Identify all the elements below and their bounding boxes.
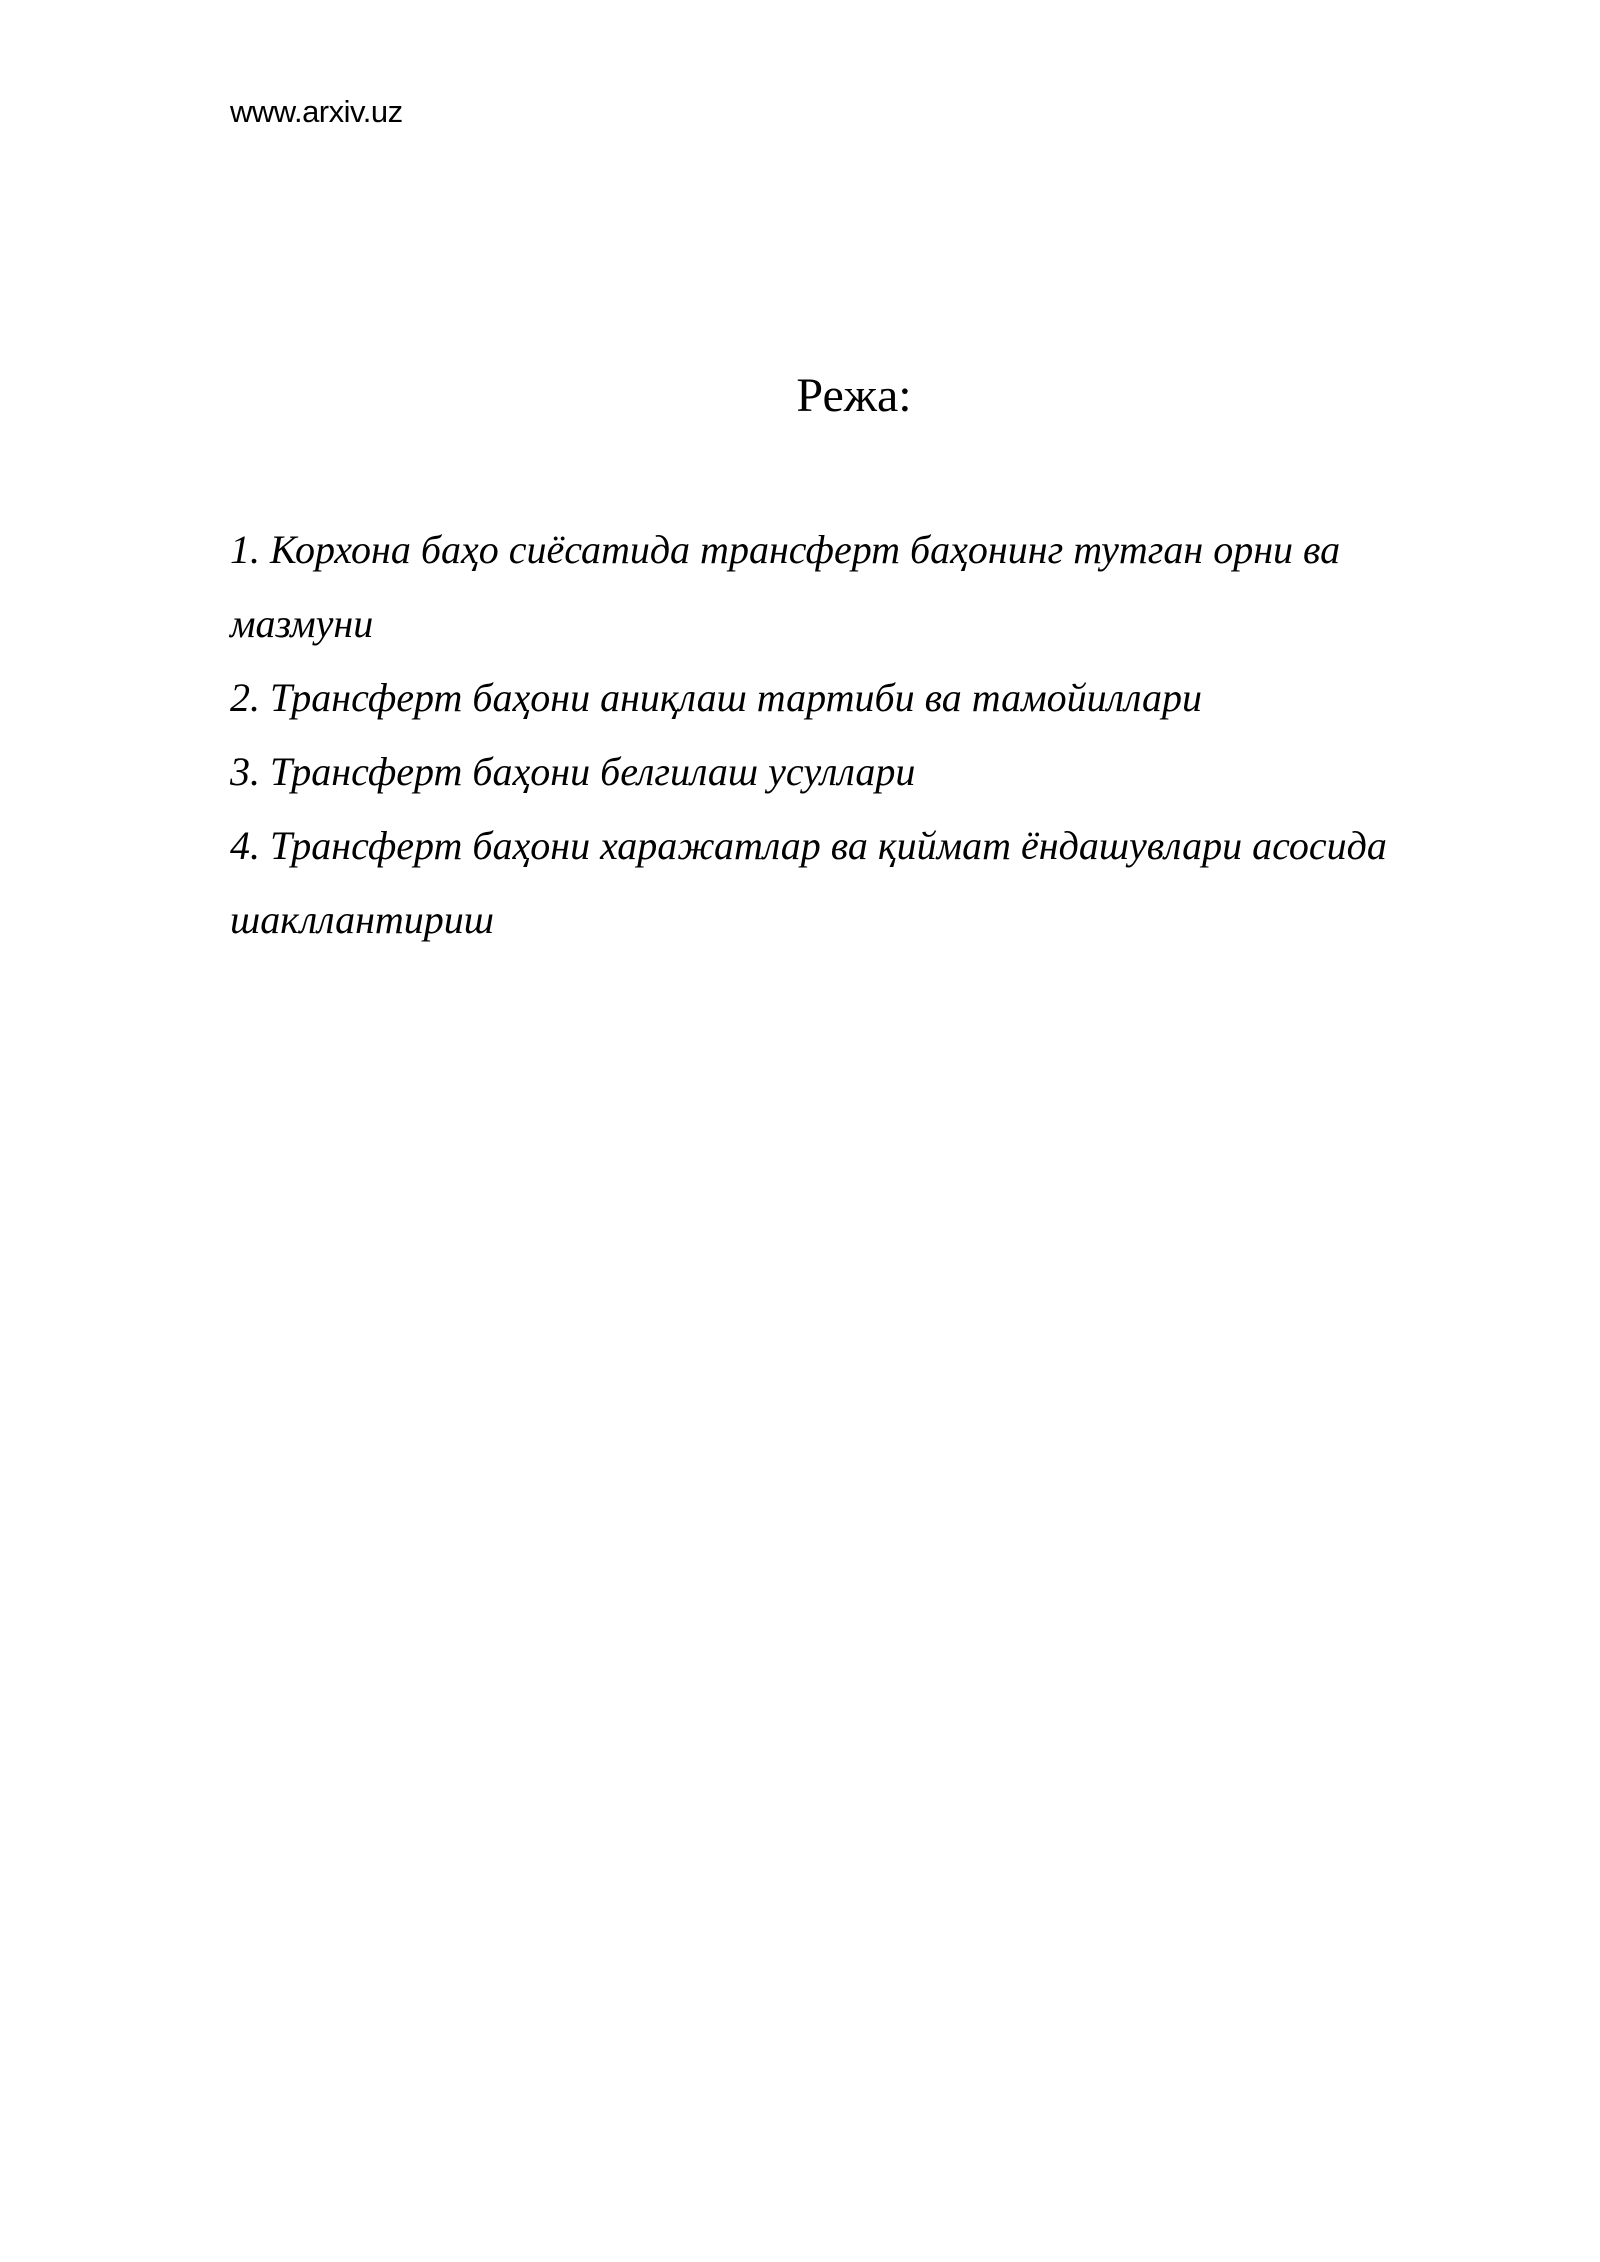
page-title: Режа:	[796, 369, 912, 422]
plan-item-4: 4. Трансферт баҳони харажатлар ва қиймат ёндашувлари асосида шакллантириш	[230, 823, 1387, 942]
site-header-text: www.arxiv.uz	[230, 94, 403, 129]
plan-list	[230, 513, 1490, 957]
plan-item-1: 1. Корхона баҳо сиёсатида трансферт баҳонинг тутган орни ва мазмуни	[230, 527, 1341, 646]
plan-item-3: 3. Трансферт баҳони белгилаш усуллари	[230, 749, 916, 794]
plan-item-2: 2. Трансферт баҳони аниқлаш тартиби ва тамойиллари	[230, 675, 1202, 720]
